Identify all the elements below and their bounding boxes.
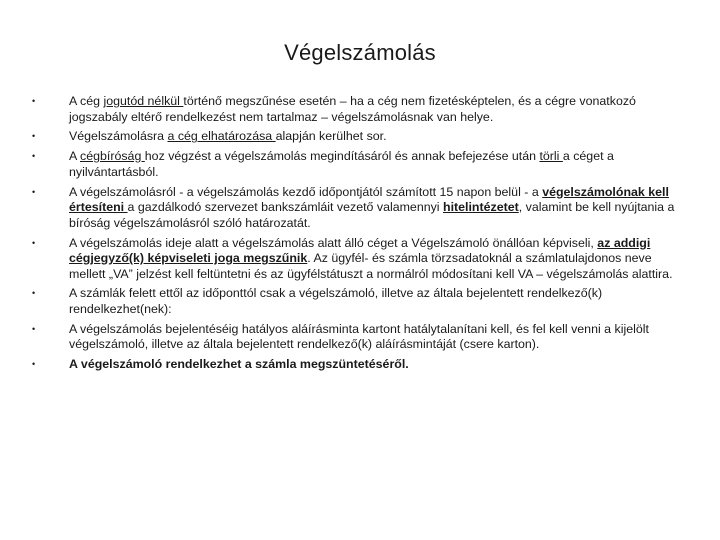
bullet-dot-icon: • bbox=[32, 359, 36, 370]
bullet-text: törli bbox=[539, 149, 563, 164]
bullet-text: A végelszámolás bejelentéséig hatályos aláírásminta kartont hatálytalanítani kell, és fel kell venni a kijelölt végelszámoló, illetve az általa bejelentett rendelkező(k) aláírásmintáját (csere karton). bbox=[69, 321, 649, 352]
bullet-text: történő megszűnése esetén – ha a cég nem fizetésképtelen, és a cégre vonatkozó jogszabály eltérő rendelkezést nem tartalmaz – végelszámolásnak van helye. bbox=[69, 94, 636, 124]
bullet-text: végelszámolónak kell értesíteni bbox=[69, 184, 669, 215]
bullet-dot-icon: • bbox=[32, 131, 36, 142]
bullet-text: az addigi cégjegyző(k) képviseleti joga megszűnik bbox=[69, 235, 651, 266]
bullet-text: jogutód nélkül bbox=[103, 94, 184, 108]
bullet-item bbox=[32, 357, 682, 373]
bullet-text: A végelszámolás ideje alatt a végelszámolás alatt álló céget a Végelszámoló önállóan képviseli, bbox=[69, 235, 598, 250]
bullet-dot-icon: • bbox=[32, 186, 36, 197]
bullet-dot-icon: • bbox=[32, 323, 36, 334]
bullet-text: hoz végzést a végelszámolás megindításáról és annak befejezése után bbox=[144, 149, 540, 164]
bullet-item bbox=[32, 129, 682, 145]
bullet-text: a cég elhatározása bbox=[167, 129, 276, 144]
bullet-text: hitelintézetet bbox=[443, 200, 519, 215]
slide-title: Végelszámolás bbox=[284, 40, 436, 65]
bullet-text: A végelszámolásról - a végelszámolás kezdő időpontjától számított 15 napon belül - a bbox=[69, 184, 543, 199]
bullet-text: A számlák felett ettől az időponttól csak a végelszámoló, illetve az általa bejelentett rendelkező(k) rendelkezhet(nek): bbox=[69, 286, 603, 317]
bullet-text: a gazdálkodó szervezet bankszámláit vezető valamennyi bbox=[127, 200, 443, 215]
bullet-dot-icon: • bbox=[32, 237, 36, 248]
bullet-item bbox=[32, 286, 682, 317]
bullet-text: A cég bbox=[69, 94, 104, 108]
bullet-item bbox=[32, 94, 682, 125]
bullet-text: , valamint be kell nyújtania a bíróság végelszámolásról szóló határozatát. bbox=[69, 200, 675, 230]
bullet-item bbox=[32, 185, 682, 232]
bullet-text: Végelszámolásra bbox=[69, 129, 168, 144]
bullet-text: A végelszámoló rendelkezhet a számla megszüntetéséről. bbox=[69, 357, 409, 372]
bullet-text: a céget a nyilvántartásból. bbox=[69, 149, 614, 179]
bullet-item bbox=[32, 149, 682, 180]
bullet-item bbox=[32, 322, 682, 353]
bullet-dot-icon: • bbox=[32, 151, 36, 162]
bullet-text: cégbíróság bbox=[80, 149, 145, 164]
bullet-text: alapján kerülhet sor. bbox=[275, 129, 387, 144]
bullet-list bbox=[32, 94, 682, 377]
bullet-item bbox=[32, 236, 682, 283]
bullet-text: A bbox=[69, 149, 81, 164]
bullet-dot-icon: • bbox=[32, 96, 36, 106]
bullet-text: . Az ügyfél- és számla törzsadatoknál a számlatulajdonos neve mellett „VA” jelzést kell feltüntetni és az ügyfélstátuszt a normálról módosítani kell VA – végelszámolás alattira. bbox=[69, 251, 673, 281]
bullet-dot-icon: • bbox=[32, 288, 36, 299]
